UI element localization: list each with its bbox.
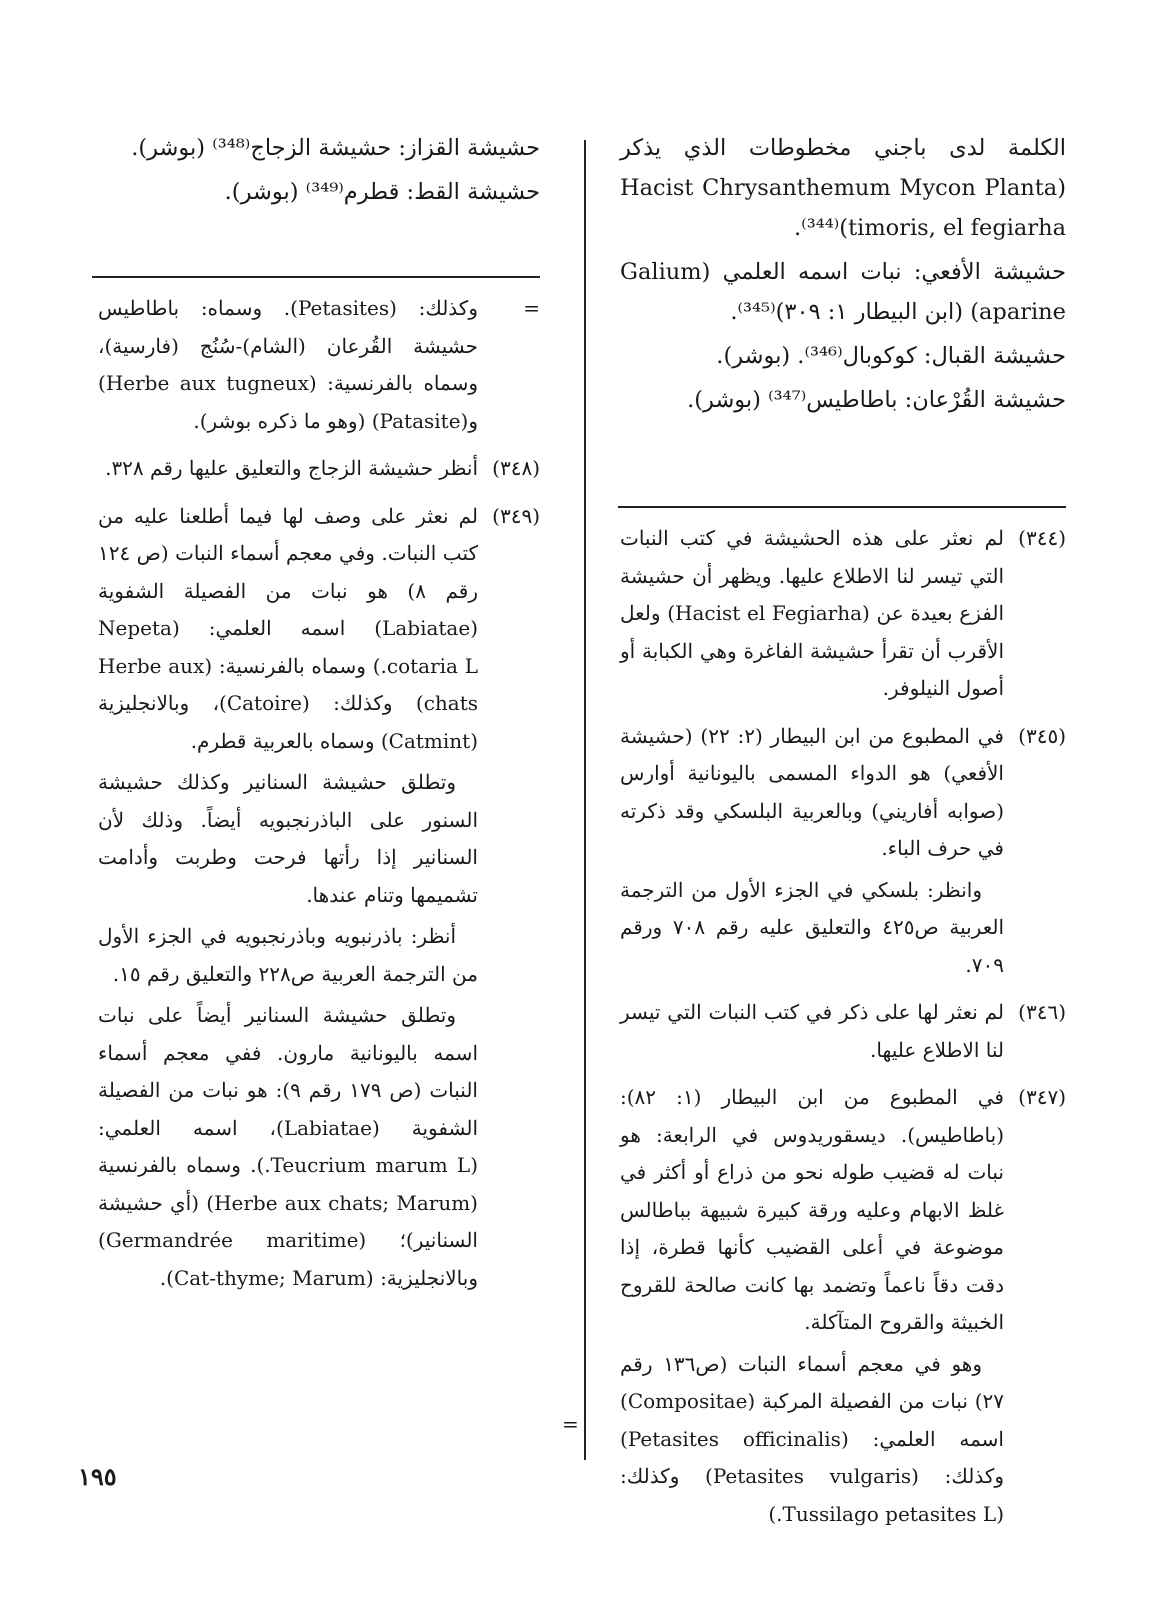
footnote-rule [618,506,1066,508]
footnote [98,498,540,1302]
footnote-body [98,290,478,444]
right-footnotes [620,520,1066,1537]
footnote [98,450,540,492]
footnote-body [98,498,478,1302]
entry-text: حشيشة القُرْعان: باطاطيس⁽³⁴⁷⁾ (بوشر). [687,387,1066,413]
column-divider [584,140,586,1460]
footnote-rule [92,276,540,278]
footnote-paragraph: أنظر حشيشة الزجاج والتعليق عليها رقم ٣٢٨. [105,456,478,480]
footnote-paragraph: لم نعثر على هذه الحشيشة في كتب النبات التي تيسر لنا الاطلاع عليها. ويظهر أن حشيشة الفزع بعيدة عن (Hacist el Fegiarha) ولعل الأقرب أن تقرأ حشيشة الفاغرة وهي الكبابة أو أصول النيلوفر. [620,526,1005,700]
footnote-paragraph: لم نعثر على وصف لها فيما أطلعنا عليه من كتب النبات. وفي معجم أسماء النبات (ص ١٢٤ رقم ٨) هو نبات من الفصيلة الشفوية (Labiatae) اسمه العلمي: (Nepeta cotaria L.) وسماه بالفرنسية: (Herbe aux chats) وكذلك: (Catoire)، وبالانجليزية (Catmint) وسماه بالعربية قطرم. [98,503,479,753]
footnote-paragraph: في المطبوع من ابن البيطار (٢: ٢٢) (حشيشة الأفعي) هو الدواء المسمى باليونانية أوارس (صوابه أفاريني) وبالعربية البلسكي وقد ذكرته في حرف الباء. [620,723,1004,860]
page-number: ١٩٥ [78,1462,117,1491]
entry-text: حشيشة القبال: كوكوبال⁽³⁴⁶⁾. (بوشر). [716,343,1066,369]
right-main-entries [620,128,1066,500]
right-column [620,128,1066,1543]
footnote-paragraph: وكذلك: (Petasites). وسماه: باطاطيس حشيشة القُرعان (الشام)-سُنُج (فارسية)، وسماه بالفرنسية: (Herbe aux tugneux) و(Patasite) (وهو ما ذكره بوشر). [98,296,478,433]
continued-footnote [98,290,540,444]
entry-text: حشيشة القزاز: حشيشة الزجاج⁽³⁴⁸⁾ (بوشر). [131,135,540,161]
footnote-body [620,718,1004,989]
left-footnotes [98,290,540,1301]
entry-text: حشيشة الأفعي: نبات اسمه العلمي (Galium aparine) (ابن البيطار ١: ٣٠٩)⁽³⁴⁵⁾. [620,259,1066,325]
footnote-number: (٣٤٩) [492,503,540,528]
footnote [620,520,1066,712]
entry-text: حشيشة القط: قطرم⁽³⁴⁹⁾ (بوشر). [224,179,540,205]
footnote-body [620,994,1004,1073]
footnote-paragraph: وهو في معجم أسماء النبات (ص١٣٦ رقم ٢٧) نبات من الفصيلة المركبة (Compositae) اسمه العلمي: (Petasites officinalis) وكذلك: (Petasites vulgaris) وكذلك: (Tussilago petasites L.) [620,1351,1004,1526]
footnote-body [620,520,1004,712]
footnote-body [620,1079,1004,1537]
footnote-number: (٣٤٦) [1018,1000,1066,1024]
entry-text: الكلمة لدى باجني مخطوطات الذي يذكر (Hacist Chrysanthemum Mycon Planta timoris, el fegiarha)⁽³⁴⁴⁾. [620,135,1066,241]
footnote [620,718,1066,989]
footnote-paragraph: أنظر: باذرنبويه وباذرنجبويه في الجزء الأول من الترجمة العربية ص٢٢٨ والتعليق رقم ١٥. [98,924,478,986]
left-column [98,128,540,1307]
continuation-mark: = [523,296,540,320]
footnote-body [98,450,478,492]
footnote [620,994,1066,1073]
footnote-paragraph: وتطلق حشيشة السنانير وكذلك حشيشة السنور على الباذرنجبويه أيضاً. وذلك لأن السنانير إذا رأتها فرحت وطربت وأدامت تشميمها وتنام عندها. [98,770,478,907]
footnote-paragraph: وانظر: بلسكي في الجزء الأول من الترجمة العربية ص٤٢٥ والتعليق عليه رقم ٧٠٨ ورقم ٧٠٩. [620,877,1005,977]
continuation-mark: = [562,1412,579,1436]
footnote-number: (٣٤٧) [1018,1085,1066,1109]
left-main-entries [98,128,540,268]
footnote [620,1079,1066,1537]
footnote-paragraph: وتطلق حشيشة السنانير أيضاً على نبات اسمه باليونانية مارون. ففي معجم أسماء النبات (ص ١٧٩ رقم ٩): هو نبات من الفصيلة الشفوية (Labiatae)، اسمه العلمي: (Teucrium marum L.). وسماه بالفرنسية (Herbe aux chats; Marum) (أي حشيشة السنانير)؛ (Germandrée maritime) وبالانجليزية: (Cat-thyme; Marum). [98,1003,478,1290]
footnote-paragraph: لم نعثر لها على ذكر في كتب النبات التي تيسر لنا الاطلاع عليها. [620,1000,1004,1062]
footnote-number: (٣٤٥) [1018,723,1066,748]
footnote-number: (٣٤٤) [1018,526,1066,550]
footnote-paragraph: في المطبوع من ابن البيطار (١: ٨٢): (باطاطيس). ديسقوريدوس في الرابعة: هو نبات له قضيب طوله نحو من ذراع أو أكثر في غلظ الابهام وعليه ورقة كبيرة شبيهة بباطالس موضوعة في أعلى القضيب كأنها قطرة، إذا دقت دقاً ناعماً وتضمد بها كانت صالحة للقروح الخبيثة والقروح المتآكلة. [620,1085,1004,1334]
footnote-number: (٣٤٨) [492,456,540,480]
